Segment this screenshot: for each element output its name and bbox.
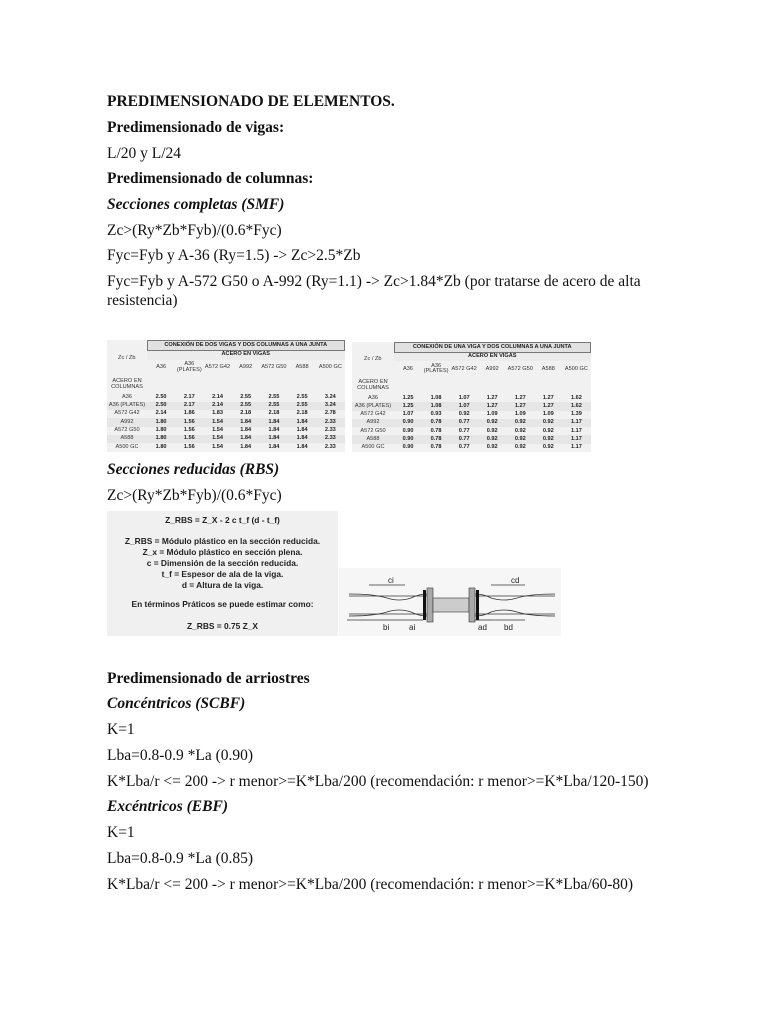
table-cell: 0.77: [458, 444, 470, 451]
table-cell: 1.80: [155, 427, 167, 434]
smf-title: Secciones completas (SMF): [107, 196, 285, 213]
table-cell: 0.78: [422, 435, 450, 443]
table-cell: 1.56: [175, 435, 203, 443]
label-bi: bi: [383, 623, 390, 632]
table-cell: 2.50: [147, 402, 175, 410]
table-cell: 2.55: [296, 393, 308, 400]
vigas-formula: L/20 y L/24: [107, 145, 182, 162]
smf-a36: Fyc=Fyb y A-36 (Ry=1.5) -> Zc>2.5*Zb: [107, 247, 361, 264]
table-cell: 1.27: [514, 394, 526, 401]
row-label: A588: [107, 435, 147, 443]
table-cell: 2.33: [316, 435, 344, 443]
row-header: ACERO EN COLUMNAS: [357, 379, 389, 391]
table-title: CONEXIÓN DE UNA VIGA Y DOS COLUMNAS A UNA JUNTA: [394, 343, 591, 353]
table-cell: 2.33: [324, 443, 336, 450]
table-cell: 2.55: [240, 393, 252, 400]
ebf-k: K=1: [107, 824, 135, 841]
table-cell: 0.92: [486, 427, 498, 434]
table-cell: 0.92: [542, 427, 554, 434]
table-subtitle: ACERO EN VIGAS: [394, 352, 591, 361]
table-cell: 2.78: [324, 410, 336, 417]
table-cell: 2.14: [212, 393, 223, 400]
table-cell: 1.84: [268, 427, 280, 434]
table-cell: 1.54: [203, 435, 231, 443]
rbs-definition: t_f = Espesor de ala de la viga.: [161, 569, 284, 579]
table-cell: 2.50: [155, 393, 167, 400]
table-cell: 1.09: [486, 411, 498, 418]
table-cell: 1.84: [232, 435, 260, 443]
rbs-equation: Z_RBS = Z_X - 2 c t_f (d - t_f): [165, 515, 280, 525]
table-cell: 0.92: [506, 419, 534, 427]
table-cell: 1.80: [155, 443, 167, 450]
column-header: A36: [403, 365, 413, 372]
ebf-title: Excéntricos (EBF): [107, 798, 228, 815]
table-cell: 0.92: [534, 419, 562, 427]
beam-drawing: [339, 568, 561, 636]
table-cell: 1.56: [183, 427, 195, 434]
table-row: [352, 402, 591, 410]
table-cell: 1.17: [570, 427, 582, 434]
column-header: A588: [295, 364, 309, 371]
table-cell: 0.90: [394, 419, 422, 427]
table-cell: 1.84: [296, 443, 308, 450]
table-cell: 1.39: [570, 411, 582, 418]
row-label: A572 G50: [360, 427, 386, 434]
table-row: [107, 410, 345, 418]
reduced-beam-diagram: [339, 568, 561, 636]
table-cell: 1.84: [240, 427, 252, 434]
rbs-formula-figure: [107, 511, 338, 636]
table-cell: 1.84: [232, 418, 260, 426]
row-label: A992: [107, 418, 147, 426]
column-header: A36: [156, 364, 167, 371]
table-cell: 1.62: [570, 394, 582, 401]
page-heading: PREDIMENSIONADO DE ELEMENTOS.: [107, 93, 395, 110]
table-row: [107, 427, 345, 435]
row-label: A36: [368, 394, 378, 401]
table-cell: 0.92: [478, 435, 506, 443]
table-cell: 1.09: [514, 411, 526, 418]
rbs-definition: Z_RBS = Módulo plástico en la sección reducida.: [124, 536, 321, 546]
table-row: [352, 394, 591, 402]
table-cell: 1.25: [402, 394, 414, 401]
column-header: A500 GC: [564, 365, 588, 372]
row-label: A36 (PLATES): [352, 402, 394, 410]
table-cell: 2.33: [324, 427, 336, 434]
left-stiffener: [423, 590, 426, 620]
table-cell: 1.83: [212, 410, 223, 417]
label-ai: ai: [409, 623, 416, 632]
scbf-slenderness: K*Lba/r <= 200 -> r menor>=K*Lba/200 (recomendación: r menor>=K*Lba/120-150): [107, 773, 649, 790]
column-header: A588: [541, 365, 555, 372]
label-bd: bd: [504, 623, 513, 632]
label-ad: ad: [478, 623, 487, 632]
table-two-beams: [107, 340, 345, 452]
rbs-estimate: Z_RBS = 0.75 Z_X: [187, 621, 258, 631]
table-cell: 2.55: [288, 402, 316, 410]
table-cell: 1.27: [534, 402, 562, 410]
table-cell: 1.07: [458, 394, 470, 401]
rbs-practice-note: En términos Práticos se puede estimar como:: [131, 599, 314, 609]
table-cell: 0.92: [506, 435, 534, 443]
table-one-beam: [352, 342, 591, 452]
rbs-definition: c = Dimensión de la sección reducida.: [146, 558, 299, 568]
table-cell: 1.25: [394, 402, 422, 410]
row-label: A36 (PLATES): [108, 401, 146, 408]
column-header: A500 GC: [318, 364, 342, 371]
table-title: CONEXIÓN DE DOS VIGAS Y DOS COLUMNAS A UNA JUNTA: [147, 341, 345, 351]
column-header: A572 G42: [204, 364, 231, 371]
table-cell: 1.17: [570, 444, 582, 451]
table-cell: 1.84: [288, 435, 316, 443]
table-cell: 2.18: [268, 410, 280, 417]
table-cell: 1.56: [175, 418, 203, 426]
table-cell: 0.78: [430, 427, 442, 434]
table-cell: 2.17: [175, 402, 203, 410]
scbf-title: Concéntricos (SCBF): [107, 695, 246, 712]
smf-formula: Zc>(Ry*Zb*Fyb)/(0.6*Fyc): [107, 222, 282, 239]
rbs-formula: Zc>(Ry*Zb*Fyb)/(0.6*Fyc): [107, 487, 282, 504]
table-row: [352, 419, 591, 427]
table-cell: 0.90: [402, 444, 414, 451]
table-cell: 2.55: [268, 393, 280, 400]
table-cell: 1.07: [450, 402, 478, 410]
smf-a572: Fyc=Fyb y A-572 G50 o A-992 (Ry=1.1) -> Zc>1.84*Zb (por tratarse de acero de alta resistencia): [107, 273, 641, 309]
row-label: A588: [352, 435, 394, 443]
table-cell: 1.86: [183, 410, 195, 417]
table-cell: 1.84: [296, 427, 308, 434]
arriostres-title: Predimensionado de arriostres: [107, 670, 310, 687]
row-label: A992: [352, 419, 394, 427]
table-cell: 1.54: [212, 443, 223, 450]
table-cell: 0.92: [458, 411, 470, 418]
table-cell: 1.27: [478, 402, 506, 410]
table-cell: 0.77: [450, 419, 478, 427]
table-cell: 1.54: [203, 418, 231, 426]
row-label: A36: [122, 393, 132, 400]
table-cell: 0.90: [402, 427, 414, 434]
table-row: [352, 427, 591, 435]
table-cell: 0.90: [394, 435, 422, 443]
table-cell: 2.18: [296, 410, 308, 417]
table-cell: 3.24: [324, 393, 336, 400]
table-cell: 2.14: [155, 410, 167, 417]
table-cell: 0.92: [478, 419, 506, 427]
rbs-definition: Z_x = Módulo plástico en sección plena.: [142, 547, 303, 557]
rbs-title: Secciones reducidas (RBS): [107, 461, 280, 478]
table-cell: 2.14: [203, 402, 231, 410]
table-cell: 2.18: [240, 410, 252, 417]
vigas-title: Predimensionado de vigas:: [107, 119, 285, 136]
table-cell: 1.84: [268, 443, 280, 450]
table-row: [352, 444, 591, 452]
label-cd: cd: [511, 576, 520, 585]
table-cell: 1.07: [402, 411, 414, 418]
table-cell: 1.27: [542, 394, 554, 401]
table-cell: 1.56: [183, 443, 195, 450]
table-cell: 0.93: [430, 411, 442, 418]
table-cell: 0.92: [514, 427, 526, 434]
column-header: A572 G42: [451, 365, 477, 372]
row-label: A500 GC: [361, 444, 385, 451]
ebf-slenderness: K*Lba/r <= 200 -> r menor>=K*Lba/200 (recomendación: r menor>=K*Lba/60-80): [107, 876, 634, 893]
table-cell: 1.84: [288, 418, 316, 426]
table-cell: 0.77: [458, 427, 470, 434]
row-label: A572 G50: [114, 427, 140, 434]
table-cell: 0.92: [534, 435, 562, 443]
table-cell: 1.09: [542, 411, 554, 418]
table-row: [107, 443, 345, 452]
table-row: [107, 402, 345, 410]
table-row: [107, 435, 345, 443]
table-cell: 0.92: [542, 444, 554, 451]
table-corner: Zc / Zb: [118, 354, 136, 361]
table-row: [352, 435, 591, 443]
table-cell: 1.80: [147, 435, 175, 443]
table-subtitle: ACERO EN VIGAS: [147, 350, 345, 359]
table-cell: 2.55: [260, 402, 288, 410]
table-cell: 0.78: [422, 419, 450, 427]
table-cell: 0.77: [450, 435, 478, 443]
table-cell: 1.84: [240, 443, 252, 450]
table-cell: 1.84: [260, 418, 288, 426]
table-cell: 0.78: [430, 444, 442, 451]
table-cell: 1.54: [212, 427, 223, 434]
table-cell: 1.84: [260, 435, 288, 443]
table-cell: 1.17: [562, 435, 590, 443]
table-cell: 2.17: [183, 393, 195, 400]
table-cell: 1.27: [486, 394, 498, 401]
row-label: A500 GC: [115, 443, 139, 450]
column-header: A992: [239, 364, 253, 371]
row-label: A572 G42: [360, 411, 386, 418]
column-header: A36 (PLATES): [176, 361, 202, 373]
table-cell: 1.27: [506, 402, 534, 410]
table-cell: 0.92: [486, 444, 498, 451]
table-cell: 2.55: [232, 402, 260, 410]
table-cell: 3.24: [316, 402, 344, 410]
table-cell: 1.08: [430, 394, 442, 401]
table-row: [107, 393, 345, 401]
table-cell: 1.62: [562, 402, 590, 410]
table-cell: 1.17: [562, 419, 590, 427]
column-header: A36 (PLATES): [423, 362, 449, 375]
scbf-lba: Lba=0.8-0.9 *La (0.90): [107, 747, 254, 764]
right-stiffener: [476, 590, 479, 620]
scbf-k: K=1: [107, 721, 135, 738]
table-corner: Zc / Zb: [364, 356, 382, 363]
table-row: [107, 418, 345, 426]
table-cell: 1.08: [422, 402, 450, 410]
ebf-lba: Lba=0.8-0.9 *La (0.85): [107, 850, 254, 867]
table-row: [352, 411, 591, 419]
row-label: A572 G42: [114, 410, 140, 417]
column-header: A572 G50: [261, 364, 287, 371]
rbs-definition: d = Altura de la viga.: [181, 580, 264, 590]
row-header: ACERO EN COLUMNAS: [111, 378, 143, 390]
table-cell: 0.92: [514, 444, 526, 451]
columnas-title: Predimensionado de columnas:: [107, 170, 314, 187]
column-header: A572 G50: [507, 365, 533, 372]
table-cell: 1.80: [147, 418, 175, 426]
label-ci: ci: [388, 576, 394, 585]
column-header: A992: [485, 365, 499, 372]
table-cell: 2.33: [316, 418, 344, 426]
